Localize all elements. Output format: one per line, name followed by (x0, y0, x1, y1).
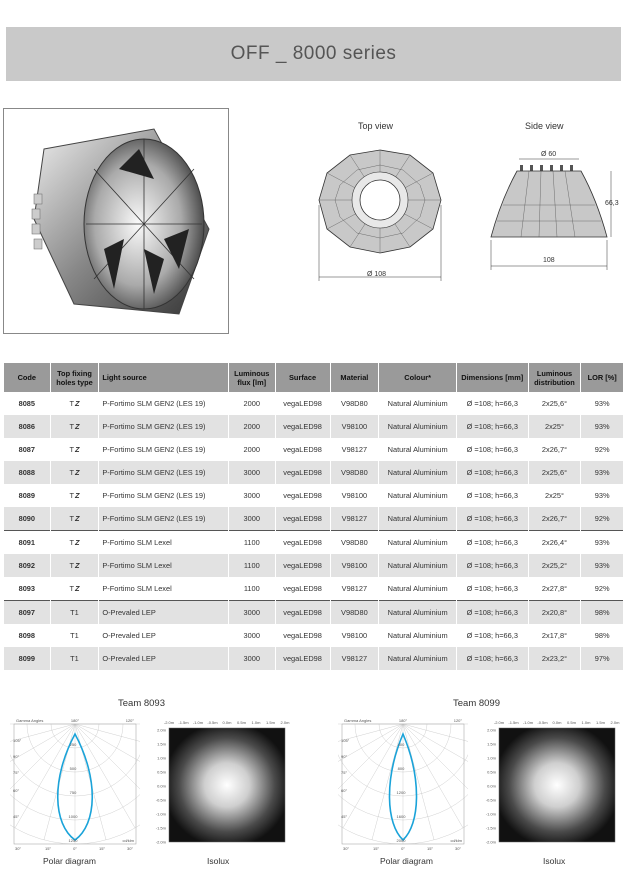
col-code: Code (4, 363, 50, 392)
angle-label-30-left: 30° (14, 846, 22, 851)
table-row (4, 647, 623, 670)
angle-label-120-right: 120° (453, 718, 462, 723)
isolux-caption-1: Isolux (207, 856, 230, 866)
cell-surface: vegaLED98 (275, 647, 330, 670)
isolux-y-tick: -1.5m (155, 825, 166, 831)
cell-flux: 3000 (228, 624, 275, 647)
col-surface: Surface (275, 363, 330, 392)
cell-dimensions: Ø =108; h=66,3 (457, 577, 529, 601)
isolux-y-tick: 2.0m (157, 727, 166, 733)
cell-lor: 93% (594, 399, 610, 408)
cell-surface: vegaLED98 (275, 601, 330, 625)
cell-lor: 93% (581, 554, 623, 577)
side-view-top-diameter: Ø 60 (541, 151, 557, 158)
table-row (4, 624, 623, 647)
isolux-y-tick: 2.0m (487, 727, 496, 733)
cell-colour: Natural Aluminium (379, 392, 457, 415)
cell-surface: vegaLED98 (275, 438, 330, 461)
table-row (4, 392, 623, 415)
isolux-plot (169, 728, 285, 842)
cell-distribution: 2x25,6° (528, 461, 581, 484)
ring-label: 1000 (68, 814, 78, 819)
cell-flux: 3000 (228, 507, 275, 531)
cell-colour: Natural Aluminium (379, 601, 457, 625)
cell-lor: 93% (581, 461, 623, 484)
col-material: Material (330, 363, 379, 392)
col-fixing: Top fixing holes type (50, 363, 99, 392)
cell-dimensions: Ø =108; h=66,3 (457, 415, 529, 438)
col-dimensions: Dimensions [mm] (457, 363, 529, 392)
angle-label-15-left: 15° (372, 846, 380, 851)
fixing-hole-icon: Z (74, 399, 80, 408)
cell-distribution: 2x23,2° (528, 647, 581, 670)
cell-light-source: P-Fortimo SLM GEN2 (LES 19) (99, 484, 229, 507)
side-view-label: Side view (525, 121, 564, 131)
cell-material: V98100 (330, 484, 379, 507)
cell-flux: 1100 (228, 554, 275, 577)
cell-lor: 92% (581, 507, 623, 531)
cell-lor: 98% (594, 631, 610, 640)
col-lor: LOR [%] (581, 363, 623, 392)
fixing-type-label: T (69, 468, 74, 477)
angle-label-45: 45° (341, 814, 348, 819)
col-flux: Luminous flux [lm] (228, 363, 275, 392)
cell-colour: Natural Aluminium (379, 554, 457, 577)
cell-distribution: 2x25,6° (528, 392, 581, 415)
product-photo (3, 108, 229, 334)
cell-flux: 2000 (228, 415, 275, 438)
table-row (4, 438, 623, 461)
reflector-photo-image (4, 109, 228, 333)
cell-light-source: O-Prevaled LEP (99, 624, 229, 647)
isolux-x-tick: 2.0m (610, 720, 620, 725)
page-title: OFF _ 8000 series (230, 43, 397, 64)
table-row (4, 601, 623, 625)
cell-lor: 92% (594, 584, 610, 593)
cell-code: 8091 (4, 531, 50, 555)
isolux-x-tick: 0.0m (222, 720, 232, 725)
isolux-x-tick: -0.5m (537, 720, 548, 725)
fixing-hole-icon: Z (74, 538, 80, 547)
cell-dimensions: Ø =108; h=66,3 (457, 461, 529, 484)
cell-fixing (50, 438, 99, 461)
isolux-y-tick: 0.0m (487, 783, 496, 789)
isolux-x-tick: -2.0m (163, 720, 175, 725)
polar-diagram-1 (10, 716, 140, 852)
polar-caption-2: Polar diagram (380, 856, 433, 866)
cell-light-source: P-Fortimo SLM GEN2 (LES 19) (99, 461, 229, 484)
angle-label-30-right: 30° (454, 846, 462, 851)
cell-surface: vegaLED98 (275, 392, 330, 415)
cell-dimensions: Ø =108; h=66,3 (457, 624, 529, 647)
cell-colour: Natural Aluminium (379, 577, 457, 601)
cell-distribution: 2x25,2° (528, 554, 581, 577)
table-header-row (4, 363, 623, 392)
isolux-y-tick: -1.0m (155, 811, 166, 817)
col-distribution: Luminous distribution (528, 363, 581, 392)
isolux-y-tick: -2.0m (485, 839, 496, 845)
cell-code: 8093 (4, 577, 50, 601)
cell-flux: 3000 (228, 647, 275, 670)
isolux-y-tick: 1.0m (487, 755, 496, 761)
isolux-x-tick: 2.0m (280, 720, 290, 725)
gamma-angles-label: Gamma Angles (344, 718, 372, 723)
cell-surface: vegaLED98 (275, 577, 330, 601)
angle-label-30-right: 30° (126, 846, 134, 851)
cell-lor: 92% (594, 445, 610, 454)
cell-surface: vegaLED98 (275, 461, 330, 484)
spec-table (4, 363, 623, 670)
cell-colour: Natural Aluminium (379, 531, 457, 555)
cell-distribution: 2x25° (528, 484, 581, 507)
table-row (4, 554, 623, 577)
cell-colour: Natural Aluminium (379, 624, 457, 647)
cell-fixing (50, 484, 99, 507)
angle-label-0: 0° (401, 846, 405, 851)
angle-label-0: 0° (73, 846, 77, 851)
isolux-y-tick: -0.5m (155, 797, 166, 803)
angle-label-15-right: 15° (98, 846, 106, 851)
cell-light-source: P-Fortimo SLM Lexel (99, 577, 229, 601)
cell-lor: 93% (594, 491, 610, 500)
ring-label: 2000 (396, 838, 406, 843)
isolux-y-tick: 1.0m (157, 755, 166, 761)
isolux-x-tick: -1.0m (192, 720, 204, 725)
cell-light-source: P-Fortimo SLM GEN2 (LES 19) (99, 392, 229, 415)
fixing-type-label: T (69, 584, 74, 593)
cell-flux: 3000 (228, 461, 275, 484)
angle-label-180: 180° (398, 718, 408, 723)
isolux-y-tick: -1.5m (485, 825, 496, 831)
fixing-hole-icon: Z (74, 584, 80, 593)
ring-label: 400 (397, 742, 405, 747)
isolux-y-tick: 0.5m (157, 769, 166, 775)
isolux-y-tick: 1.5m (487, 741, 496, 747)
angle-label-15-right: 15° (426, 846, 434, 851)
ring-label: 250 (69, 742, 77, 747)
cell-colour: Natural Aluminium (379, 484, 457, 507)
fixing-hole-icon: Z (74, 561, 80, 570)
angle-label-15-left: 15° (44, 846, 52, 851)
cell-colour: Natural Aluminium (379, 415, 457, 438)
cell-distribution: 2x17,8° (528, 624, 581, 647)
isolux-caption-2: Isolux (543, 856, 566, 866)
polar-caption-1: Polar diagram (43, 856, 96, 866)
cell-fixing (50, 531, 99, 555)
cell-distribution: 2x26,7° (528, 438, 581, 461)
side-view-height: 66,3 (605, 200, 619, 207)
angle-label-75: 75° (341, 770, 348, 775)
top-view-diameter: Ø 108 (367, 271, 387, 278)
fixing-type-label: T (69, 399, 74, 408)
cell-colour: Natural Aluminium (379, 438, 457, 461)
cell-distribution: 2x27,8° (528, 577, 581, 601)
table-row (4, 531, 623, 555)
cell-surface: vegaLED98 (275, 624, 330, 647)
cell-material: V98127 (330, 438, 379, 461)
top-view-label: Top view (358, 121, 394, 131)
top-view-drawing (315, 145, 445, 285)
cell-code: 8089 (4, 484, 50, 507)
cell-material: V98127 (330, 577, 379, 601)
cell-material: V98D80 (330, 461, 379, 484)
cell-code: 8086 (4, 415, 50, 438)
cell-colour: Natural Aluminium (379, 461, 457, 484)
angle-label-45: 45° (13, 814, 20, 819)
cell-surface: vegaLED98 (275, 554, 330, 577)
table-row (4, 507, 623, 531)
cell-material: V98127 (330, 507, 379, 531)
cell-material: V98127 (330, 647, 379, 670)
fixing-hole-icon: Z (74, 514, 80, 523)
cell-light-source: O-Prevaled LEP (99, 601, 229, 625)
angle-label-60: 60° (13, 788, 20, 793)
table-row (4, 415, 623, 438)
fixing-type-label: T (69, 422, 74, 431)
cell-dimensions: Ø =108; h=66,3 (457, 531, 529, 555)
isolux-x-tick: 1.0m (581, 720, 591, 725)
angle-label-120-right: 120° (125, 718, 134, 723)
angle-label-90: 90° (13, 754, 20, 759)
cell-lor: 98% (581, 601, 623, 625)
polar-diagram-2 (338, 716, 468, 852)
cell-distribution: 2x26,4° (528, 531, 581, 555)
side-view-width: 108 (543, 257, 555, 264)
fixing-type-label: T (69, 445, 74, 454)
cell-light-source: P-Fortimo SLM GEN2 (LES 19) (99, 507, 229, 531)
diagram-title-1: Team 8093 (118, 698, 166, 709)
cell-material: V98100 (330, 554, 379, 577)
cell-dimensions: Ø =108; h=66,3 (457, 484, 529, 507)
isolux-x-tick: 0.5m (567, 720, 576, 725)
fixing-hole-icon: Z (74, 468, 80, 477)
gamma-angles-label: Gamma Angles (16, 718, 44, 723)
cell-fixing (50, 554, 99, 577)
cell-distribution: 2x26,7° (528, 507, 581, 531)
cell-dimensions: Ø =108; h=66,3 (457, 554, 529, 577)
fixing-hole-icon: Z (74, 491, 80, 500)
angle-label-180: 180° (70, 718, 80, 723)
cell-material: V98100 (330, 415, 379, 438)
cell-lor: 93% (581, 415, 623, 438)
cell-fixing: T1 (50, 601, 99, 625)
fixing-hole-icon: Z (74, 445, 80, 454)
cell-material: V98D80 (330, 601, 379, 625)
isolux-y-tick: -1.0m (485, 811, 496, 817)
angle-label-60: 60° (341, 788, 348, 793)
cell-code: 8085 (4, 392, 50, 415)
isolux-x-tick: 1.5m (596, 720, 605, 725)
isolux-x-tick: -1.5m (178, 720, 189, 725)
ring-label: 1600 (396, 814, 406, 819)
cell-light-source: P-Fortimo SLM GEN2 (LES 19) (99, 438, 229, 461)
isolux-x-tick: -2.0m (493, 720, 505, 725)
fixing-type-label: T (69, 491, 74, 500)
cell-light-source: P-Fortimo SLM GEN2 (LES 19) (99, 415, 229, 438)
cell-code: 8090 (4, 507, 50, 531)
cell-fixing (50, 577, 99, 601)
cell-dimensions: Ø =108; h=66,3 (457, 647, 529, 670)
cell-code: 8098 (4, 624, 50, 647)
ring-label: 800 (397, 766, 405, 771)
ring-label: 750 (69, 790, 77, 795)
cell-flux: 1100 (228, 577, 275, 601)
cell-code: 8092 (4, 554, 50, 577)
cell-surface: vegaLED98 (275, 507, 330, 531)
cell-fixing (50, 461, 99, 484)
cell-colour: Natural Aluminium (379, 647, 457, 670)
cell-fixing (50, 415, 99, 438)
cell-material: V98D80 (330, 531, 379, 555)
col-colour: Colour* (379, 363, 457, 392)
isolux-x-tick: -1.0m (522, 720, 534, 725)
cell-code: 8087 (4, 438, 50, 461)
table-row (4, 484, 623, 507)
diagram-title-2: Team 8099 (453, 698, 501, 709)
cell-material: V98D80 (330, 392, 379, 415)
cell-light-source: P-Fortimo SLM Lexel (99, 554, 229, 577)
angle-label-30-left: 30° (342, 846, 350, 851)
table-row (4, 461, 623, 484)
isolux-x-tick: 1.0m (251, 720, 261, 725)
cell-light-source: O-Prevaled LEP (99, 647, 229, 670)
cell-distribution: 2x25° (528, 415, 581, 438)
cell-surface: vegaLED98 (275, 415, 330, 438)
cell-dimensions: Ø =108; h=66,3 (457, 392, 529, 415)
angle-label-90: 90° (341, 754, 348, 759)
cell-flux: 2000 (228, 438, 275, 461)
isolux-y-tick: -2.0m (155, 839, 166, 845)
fixing-type-label: T (69, 561, 74, 570)
title-banner (6, 27, 621, 81)
cell-code: 8088 (4, 461, 50, 484)
cell-dimensions: Ø =108; h=66,3 (457, 601, 529, 625)
isolux-x-tick: -1.5m (508, 720, 519, 725)
cell-fixing (50, 507, 99, 531)
cell-dimensions: Ø =108; h=66,3 (457, 438, 529, 461)
cell-surface: vegaLED98 (275, 484, 330, 507)
cell-distribution: 2x20,8° (528, 601, 581, 625)
ring-label: 1200 (396, 790, 406, 795)
cell-fixing: T1 (50, 647, 99, 670)
cell-fixing (50, 392, 99, 415)
isolux-y-tick: 1.5m (157, 741, 166, 747)
cell-flux: 1100 (228, 531, 275, 555)
ring-label: 500 (69, 766, 77, 771)
isolux-x-tick: -0.5m (207, 720, 218, 725)
isolux-diagram-2 (475, 716, 621, 852)
cell-material: V98100 (330, 624, 379, 647)
fixing-hole-icon: Z (74, 422, 80, 431)
isolux-x-tick: 0.5m (237, 720, 246, 725)
cell-lor: 93% (581, 531, 623, 555)
isolux-x-tick: 0.0m (552, 720, 562, 725)
cell-code: 8097 (4, 601, 50, 625)
cell-flux: 3000 (228, 484, 275, 507)
isolux-plot (499, 728, 615, 842)
cell-lor: 97% (581, 647, 623, 670)
cell-light-source: P-Fortimo SLM Lexel (99, 531, 229, 555)
cell-dimensions: Ø =108; h=66,3 (457, 507, 529, 531)
cell-fixing: T1 (50, 624, 99, 647)
cell-colour: Natural Aluminium (379, 507, 457, 531)
fixing-type-label: T (69, 514, 74, 523)
col-light-source: Light source (99, 363, 229, 392)
unit-label: cd/klm (122, 838, 134, 843)
angle-label-105: 105° (341, 738, 350, 743)
cell-surface: vegaLED98 (275, 531, 330, 555)
angle-label-75: 75° (13, 770, 20, 775)
angle-label-105: 105° (13, 738, 22, 743)
ring-label: 1250 (68, 838, 78, 843)
cell-flux: 2000 (228, 392, 275, 415)
isolux-diagram-1 (145, 716, 291, 852)
isolux-y-tick: -0.5m (485, 797, 496, 803)
cell-code: 8099 (4, 647, 50, 670)
isolux-y-tick: 0.5m (487, 769, 496, 775)
cell-flux: 3000 (228, 601, 275, 625)
isolux-x-tick: 1.5m (266, 720, 275, 725)
isolux-y-tick: 0.0m (157, 783, 166, 789)
fixing-type-label: T (69, 538, 74, 547)
unit-label: cd/klm (450, 838, 462, 843)
side-view-drawing (485, 145, 620, 270)
table-row (4, 577, 623, 601)
